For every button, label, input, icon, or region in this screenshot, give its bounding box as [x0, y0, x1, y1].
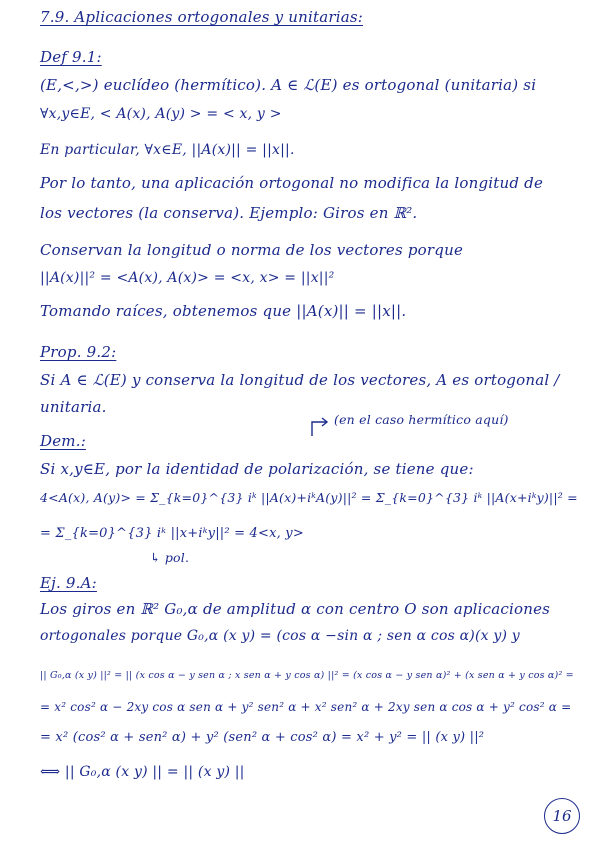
- proof-line-3: = Σ_{k=0}^{3} iᵏ ||x+iᵏy||² = 4<x, y>: [40, 526, 304, 541]
- proposition-line-2: unitaria.: [40, 398, 107, 416]
- example-line-2: ortogonales porque G₀,α (x y) = (cos α −sin α ; sen α cos α)(x y) y: [40, 628, 520, 644]
- proof-annotation: (en el caso hermítico aquí): [334, 412, 509, 427]
- example-line-6: ⟺ || G₀,α (x y) || = || (x y) ||: [40, 764, 245, 780]
- example-line-5: = x² (cos² α + sen² α) + y² (sen² α + cos² α) = x² + y² = || (x y) ||²: [40, 730, 485, 745]
- example-line-1: Los giros en ℝ² G₀,α de amplitud α con centro O son aplicaciones: [40, 600, 551, 618]
- page-number: 16: [544, 798, 580, 834]
- remark-line-2: ||A(x)||² = <A(x), A(x)> = <x, x> = ||x||²: [40, 270, 335, 286]
- proof-line-4: ↳ pol.: [150, 550, 190, 565]
- definition-line-2: ∀x,y∈E, < A(x), A(y) > = < x, y >: [40, 106, 282, 122]
- section-title: 7.9. Aplicaciones ortogonales y unitarias:: [40, 8, 364, 26]
- proof-line-2: 4<A(x), A(y)> = Σ_{k=0}^{3} iᵏ ||A(x)+iᵏA(y)||² = Σ_{k=0}^{3} iᵏ ||A(x+iᵏy)||² =: [40, 490, 578, 505]
- proof-heading: Dem.:: [40, 432, 86, 450]
- example-line-4: = x² cos² α − 2xy cos α sen α + y² sen² α + x² sen² α + 2xy sen α cos α + y² cos² α =: [40, 700, 572, 714]
- proposition-heading: Prop. 9.2:: [40, 343, 117, 361]
- remark-line-3: Tomando raíces, obtenemos que ||A(x)|| = ||x||.: [40, 302, 407, 320]
- remark-line-1: Conservan la longitud o norma de los vectores porque: [40, 241, 464, 259]
- definition-line-3: En particular, ∀x∈E, ||A(x)|| = ||x||.: [40, 142, 295, 158]
- annotation-arrow-icon: [308, 416, 332, 438]
- definition-line-1: (E,<,>) euclídeo (hermítico). A ∈ ℒ(E) es ortogonal (unitaria) si: [40, 76, 537, 94]
- definition-heading: Def 9.1:: [40, 48, 102, 66]
- proposition-line-1: Si A ∈ ℒ(E) y conserva la longitud de los vectores, A es ortogonal /: [40, 371, 560, 389]
- proof-line-1: Si x,y∈E, por la identidad de polarización, se tiene que:: [40, 460, 474, 478]
- definition-line-4: Por lo tanto, una aplicación ortogonal no modifica la longitud de: [40, 174, 544, 192]
- example-heading: Ej. 9.A:: [40, 574, 97, 592]
- example-line-3: || G₀,α (x y) ||² = || (x cos α − y sen α ; x sen α + y cos α) ||² = (x cos α − y sen α)² + (x sen α + y cos α)² =: [40, 670, 574, 681]
- definition-line-5: los vectores (la conserva). Ejemplo: Giros en ℝ².: [40, 204, 418, 222]
